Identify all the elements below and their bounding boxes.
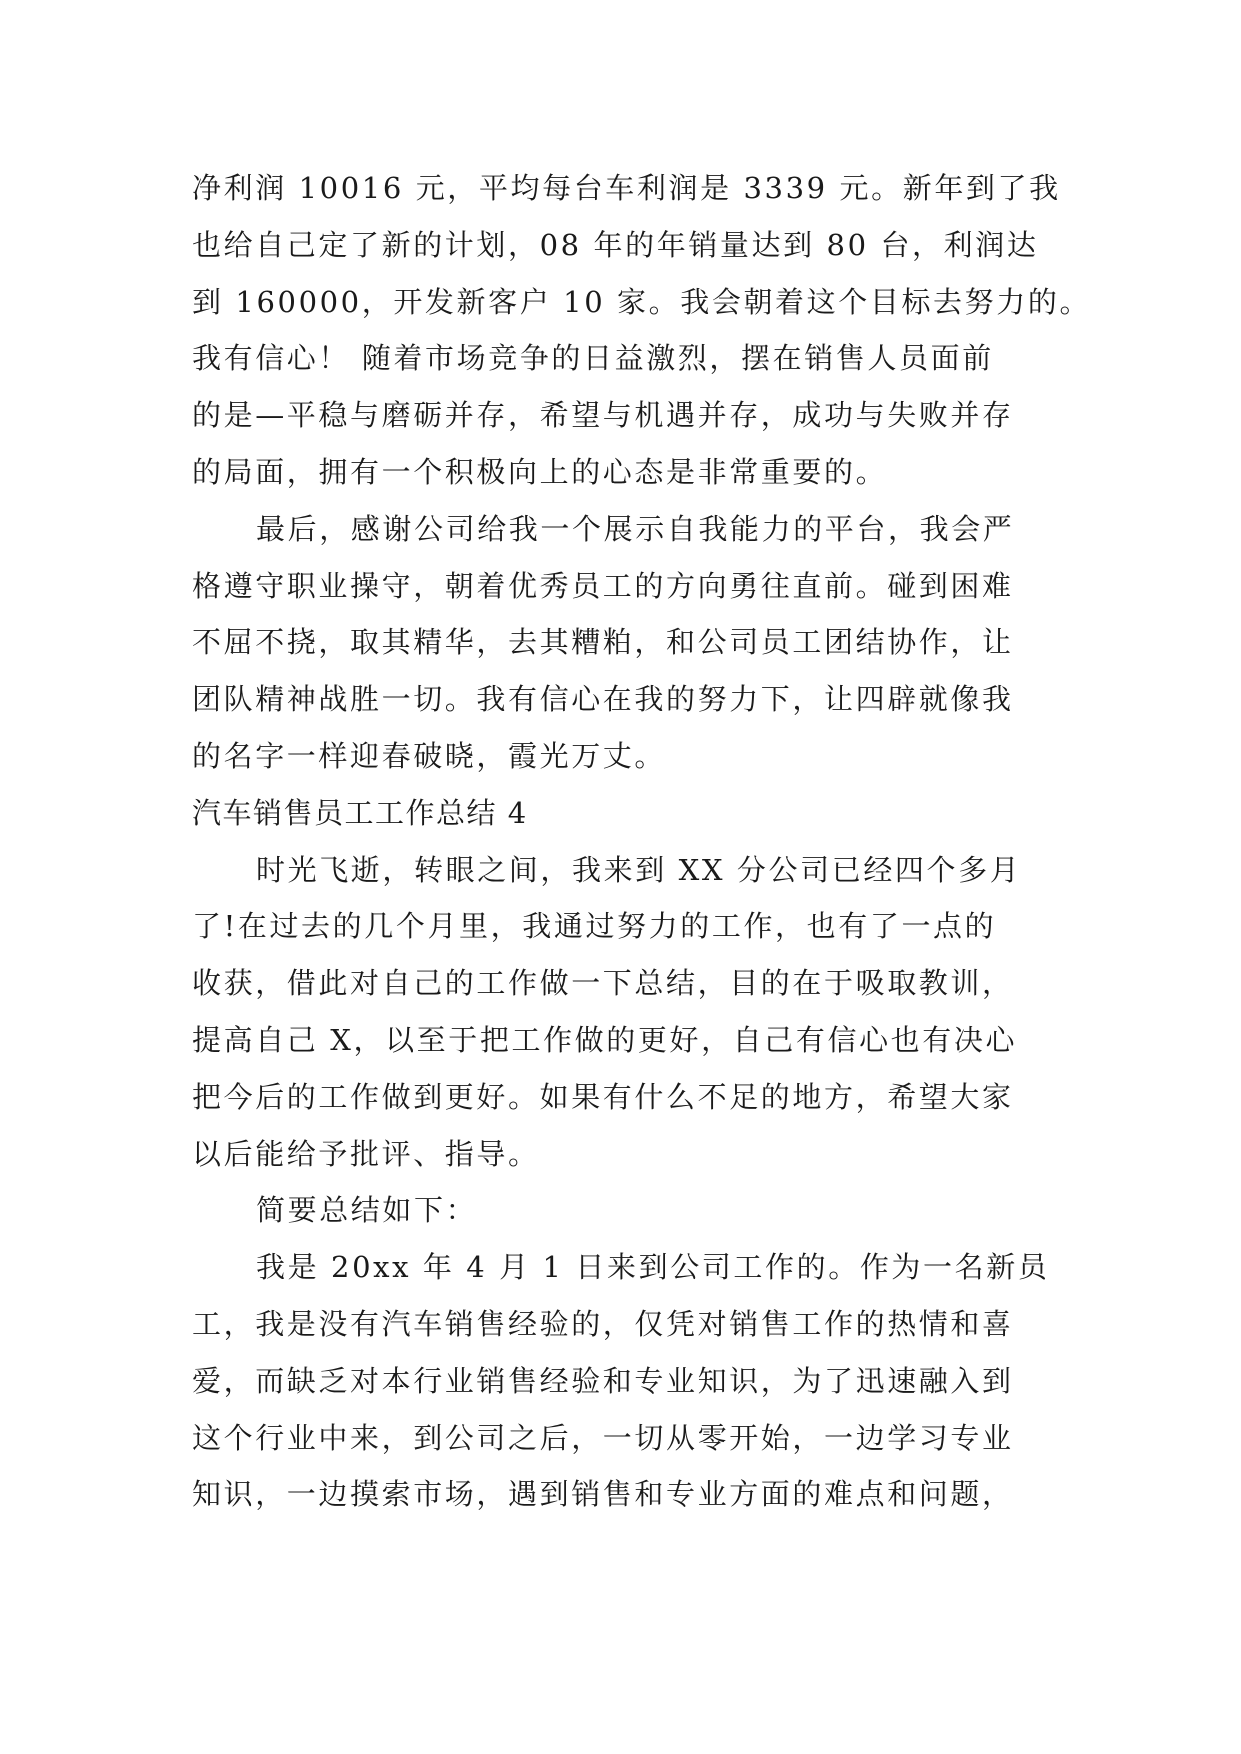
text-line: 工，我是没有汽车销售经验的，仅凭对销售工作的热情和喜 bbox=[192, 1306, 1014, 1341]
text-line: 简要总结如下： bbox=[256, 1193, 478, 1228]
section-heading: 汽车销售员工工作总结 4 bbox=[192, 795, 528, 830]
text-line: 把今后的工作做到更好。如果有什么不足的地方，希望大家 bbox=[192, 1079, 1014, 1114]
text-line: 我有信心！ 随着市场竞争的日益激烈，摆在销售人员面前 bbox=[192, 341, 994, 376]
text-line: 时光飞逝，转眼之间，我来到 XX 分公司已经四个多月 bbox=[256, 852, 1022, 887]
document-body bbox=[192, 160, 1092, 1523]
text-line: 的名字一样迎春破晓，霞光万丈。 bbox=[192, 738, 667, 773]
text-line: 最后，感谢公司给我一个展示自我能力的平台，我会严 bbox=[256, 511, 1015, 546]
text-line: 格遵守职业操守，朝着优秀员工的方向勇往直前。碰到困难 bbox=[192, 568, 1014, 603]
text-line: 这个行业中来，到公司之后，一切从零开始，一边学习专业 bbox=[192, 1420, 1014, 1455]
text-line: 不屈不挠，取其精华，去其糟粕，和公司员工团结协作，让 bbox=[192, 625, 1014, 660]
text-line: 提高自己 X，以至于把工作做的更好，自己有信心也有决心 bbox=[192, 1022, 1018, 1057]
text-line: 净利润 10016 元，平均每台车利润是 3339 元。新年到了我 bbox=[192, 171, 1061, 205]
text-line: 到 160000，开发新客户 10 家。我会朝着这个目标去努力的。 bbox=[192, 284, 1092, 319]
text-line: 收获，借此对自己的工作做一下总结，目的在于吸取教训， bbox=[192, 966, 1014, 1001]
text-line: 我是 20xx 年 4 月 1 日来到公司工作的。作为一名新员 bbox=[256, 1250, 1050, 1285]
text-line: 知识，一边摸索市场，遇到销售和专业方面的难点和问题， bbox=[192, 1477, 1014, 1512]
text-line: 了!在过去的几个月里，我通过努力的工作，也有了一点的 bbox=[192, 909, 997, 944]
text-line: 的是—平稳与磨砺并存，希望与机遇并存，成功与失败并存 bbox=[192, 398, 1014, 433]
text-line: 爱，而缺乏对本行业销售经验和专业知识，为了迅速融入到 bbox=[192, 1363, 1014, 1398]
text-line: 以后能给予批评、指导。 bbox=[192, 1136, 540, 1171]
text-line: 的局面，拥有一个积极向上的心态是非常重要的。 bbox=[192, 454, 888, 489]
text-line: 团队精神战胜一切。我有信心在我的努力下，让四辟就像我 bbox=[192, 682, 1014, 717]
text-line: 也给自己定了新的计划，08 年的年销量达到 80 台，利润达 bbox=[192, 227, 1039, 262]
